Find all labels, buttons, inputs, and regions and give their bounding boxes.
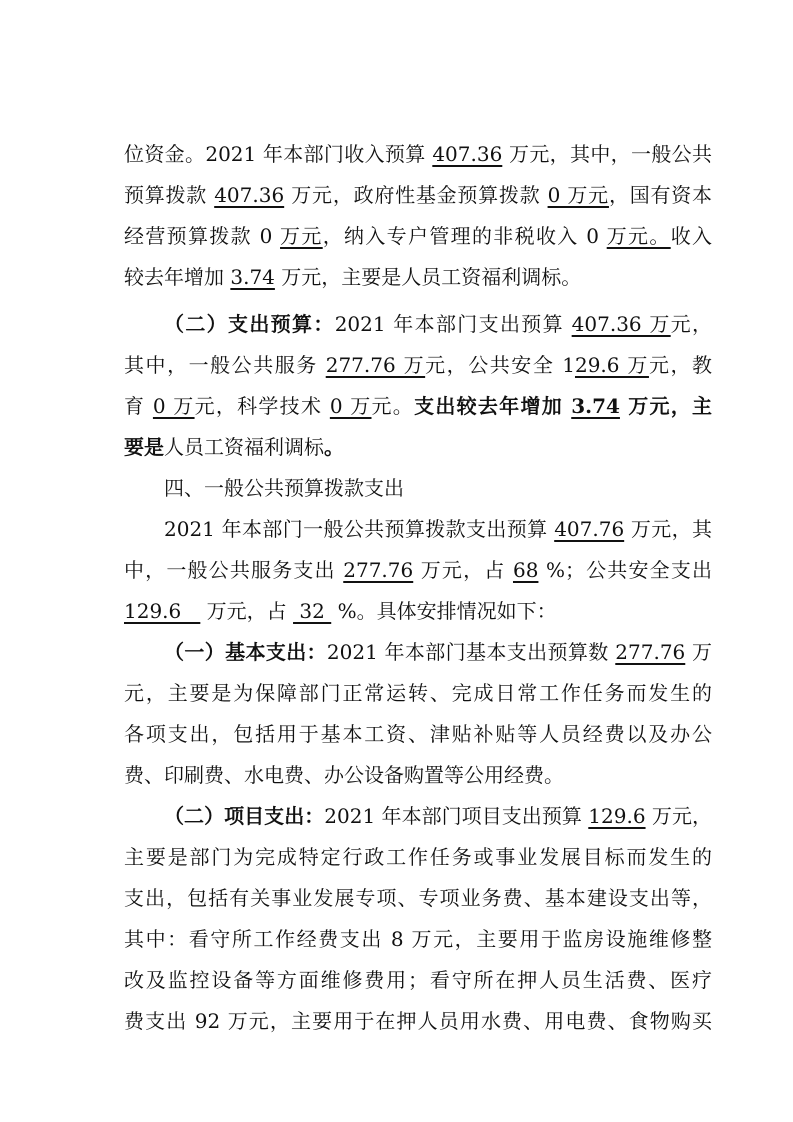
p5-line-5: 改及监控设备等方面维修费用；看守所在押人员生活费、医疗 — [124, 968, 712, 992]
p1-line-1: 位资金。2021 年本部门收入预算 407.36 万元，其中，一般公共 — [124, 142, 712, 166]
p2-line-1: （二）支出预算：2021 年本部门支出预算 407.36 万元， — [164, 312, 712, 336]
p1-line-4: 较去年增加 3.74 万元，主要是人员工资福利调标。 — [124, 265, 582, 289]
p4-line-4: 费、印刷费、水电费、办公设备购置等公用经费。 — [124, 763, 564, 787]
section-title-expense: （二）支出预算： — [164, 312, 335, 336]
fund-budget-value: 0 万元 — [547, 183, 609, 207]
p2-line-4: 要是人员工资福利调标。 — [124, 435, 344, 459]
income-increase-value: 3.74 — [230, 265, 275, 289]
p5-line-6: 费支出 92 万元，主要用于在押人员用水费、用电费、食物购买 — [124, 1009, 712, 1033]
p3-line-1: 2021 年本部门一般公共预算拨款支出预算 407.76 万元，其 — [164, 517, 712, 541]
p4-line-1: （一）基本支出：2021 年本部门基本支出预算数 277.76 万 — [164, 640, 712, 664]
p5-line-4: 其中：看守所工作经费支出 8 万元，主要用于监房设施维修整 — [124, 927, 712, 951]
p5-line-2: 主要是部门为完成特定行政工作任务或事业发展目标而发生的 — [124, 845, 712, 869]
general-budget-value: 407.36 — [214, 183, 285, 207]
p2-line-2: 其中，一般公共服务 277.76 万元，公共安全 129.6 万元，教 — [124, 353, 712, 377]
p3-line-3: 129.6 万元，占 32 %。具体安排情况如下： — [124, 599, 557, 623]
p2-line-3: 育 0 万元，科学技术 0 万元。支出较去年增加 3.74 万元，主 — [124, 394, 712, 418]
p4-line-3: 各项支出，包括用于基本工资、津贴补贴等人员经费以及办公 — [124, 722, 712, 746]
income-budget-value: 407.36 — [432, 142, 503, 166]
p5-line-3: 支出，包括有关事业发展专项、专项业务费、基本建设支出等， — [124, 886, 712, 910]
expense-budget-value: 407.36 万 — [571, 312, 671, 336]
p5-line-1: （二）项目支出：2021 年本部门项目支出预算 129.6 万元， — [164, 804, 712, 828]
section-title-basic: （一）基本支出： — [164, 640, 327, 664]
p4-line-2: 元，主要是为保障部门正常运转、完成日常工作任务而发生的 — [124, 681, 712, 705]
p3-line-2: 中，一般公共服务支出 277.76 万元，占 68 %；公共安全支出 — [124, 558, 712, 582]
section-title-project: （二）项目支出： — [164, 804, 325, 828]
p1-line-3: 经营预算拨款 0 万元，纳入专户管理的非税收入 0 万元。收入 — [124, 224, 712, 248]
general-expense-value: 407.76 — [554, 517, 625, 541]
p1-line-2: 预算拨款 407.36 万元，政府性基金预算拨款 0 万元，国有资本 — [124, 183, 712, 207]
section-heading: 四、一般公共预算拨款支出 — [164, 476, 404, 500]
